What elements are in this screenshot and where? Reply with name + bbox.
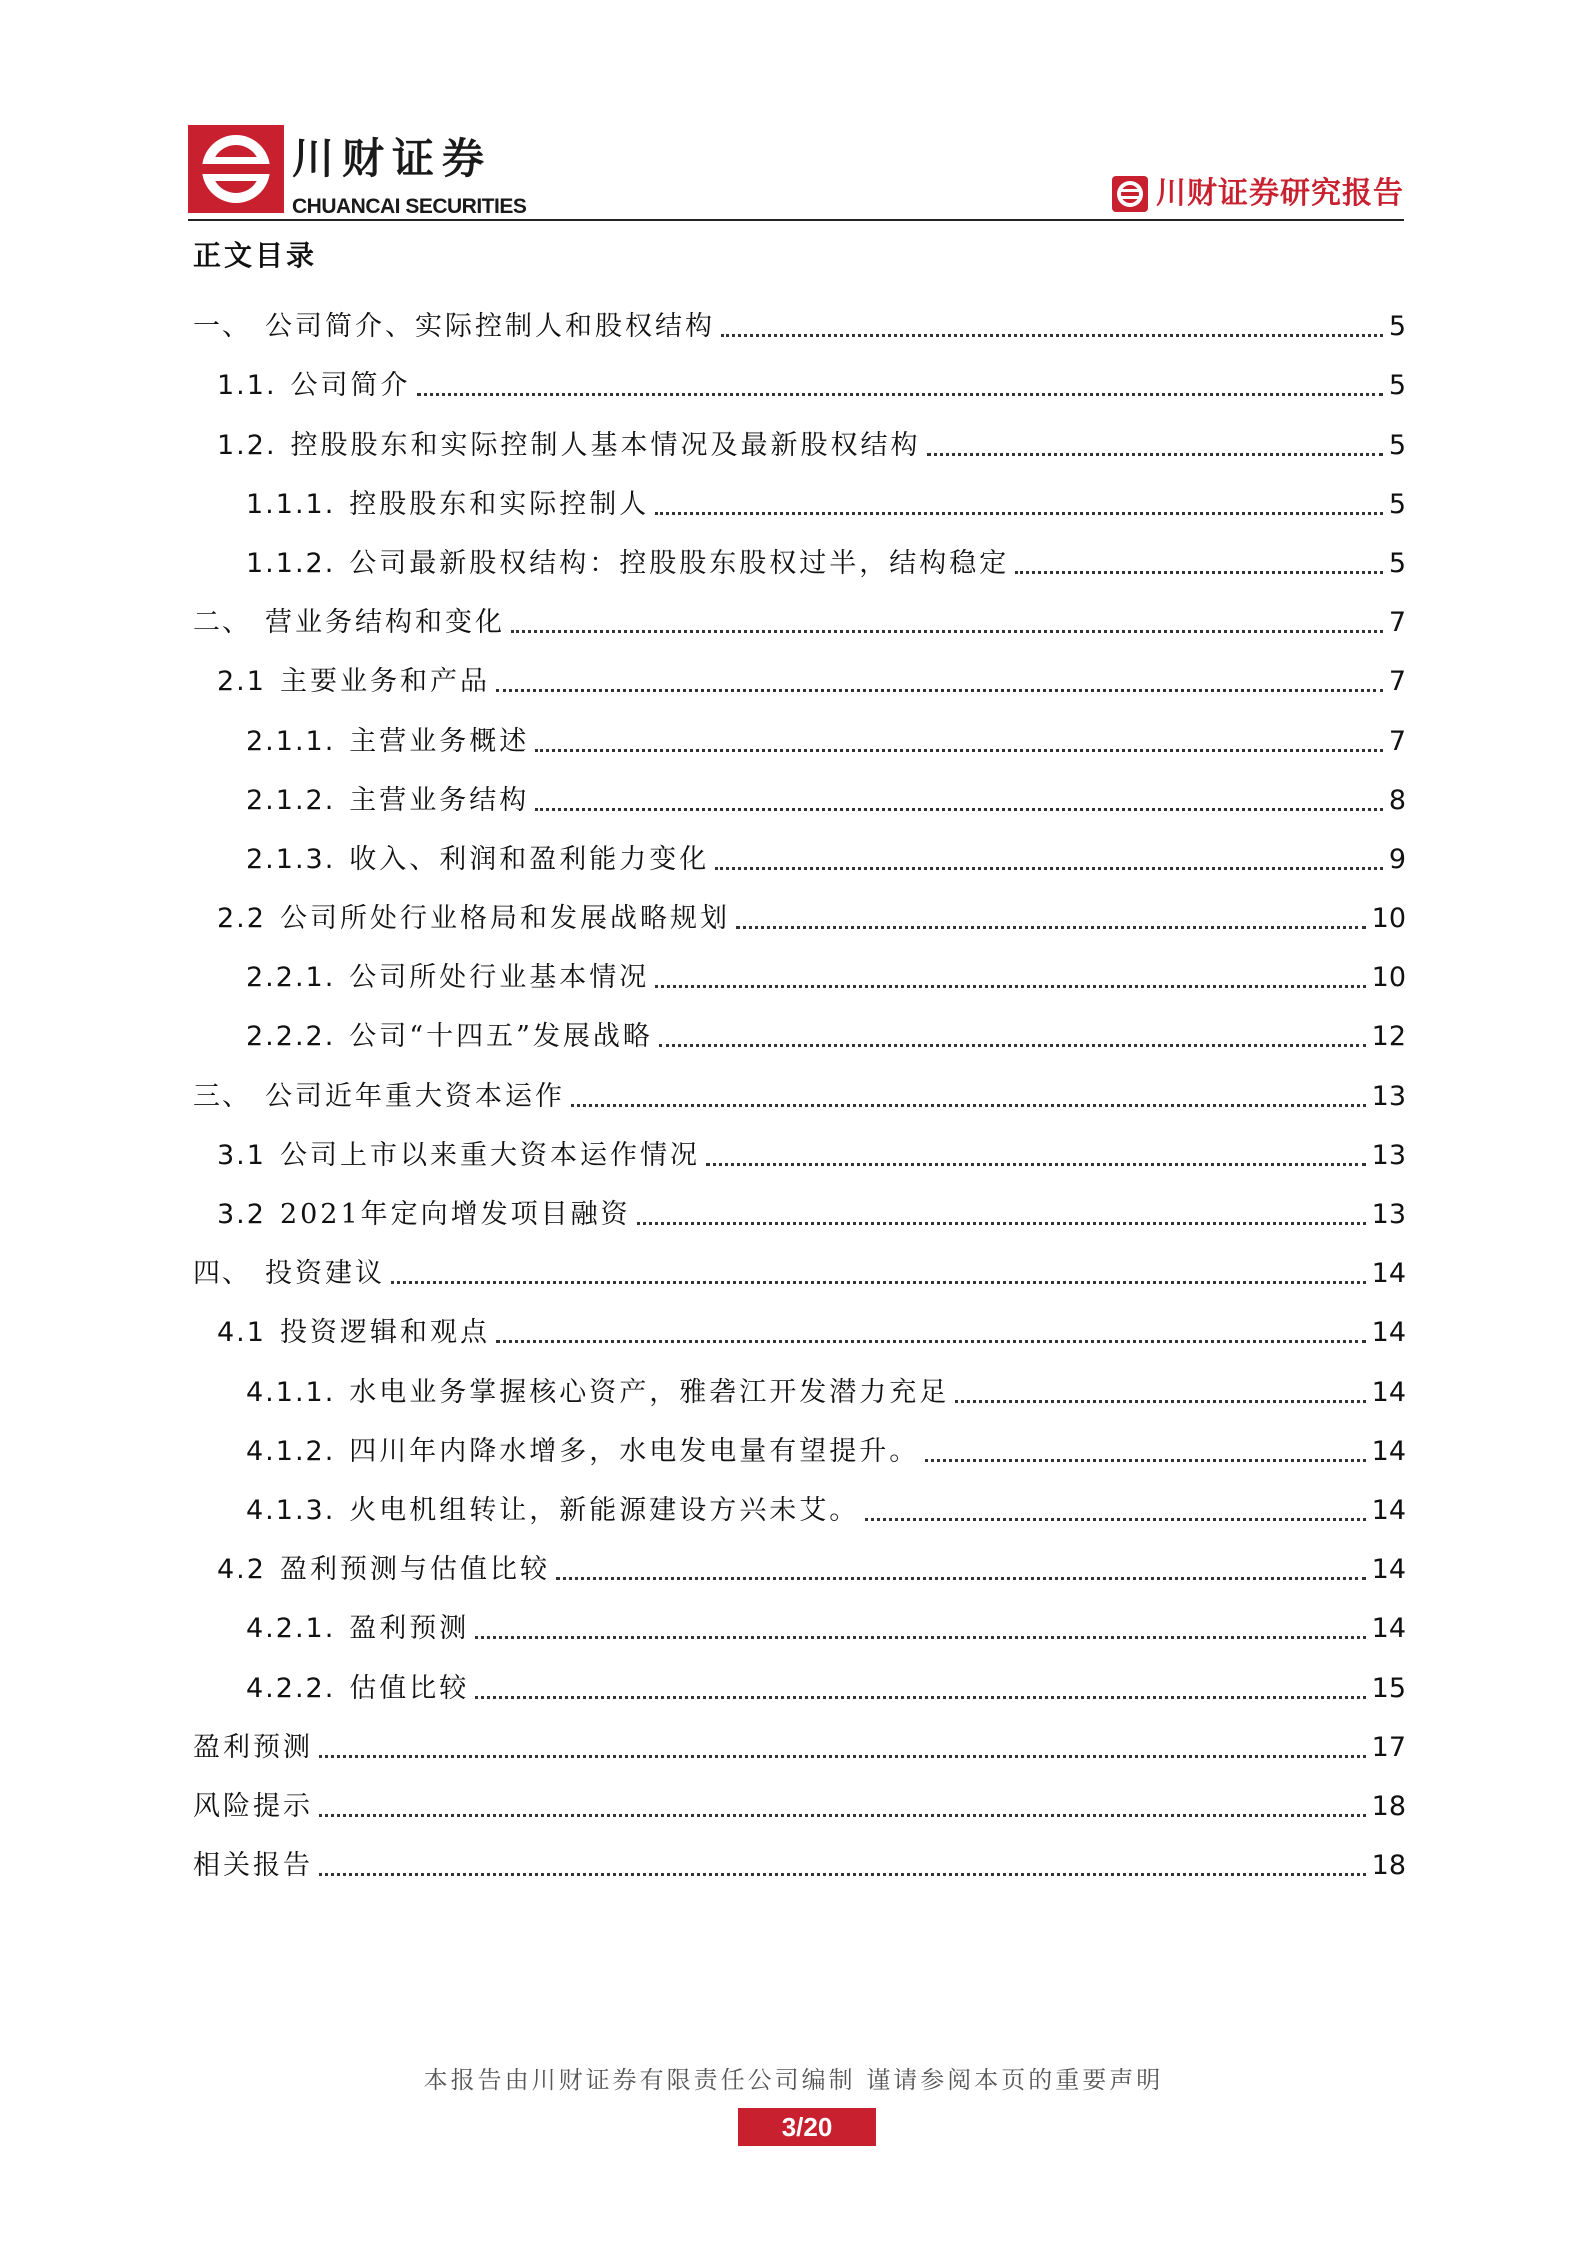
toc-entry-text: 公司所处行业基本情况: [349, 962, 650, 994]
toc-entry-page: 13: [1371, 1139, 1406, 1171]
toc-leader-dots: [571, 1104, 1366, 1107]
toc-entry-page: 13: [1371, 1199, 1406, 1230]
toc-entry[interactable]: [193, 527, 1406, 586]
toc-entry-page: 14: [1371, 1435, 1406, 1467]
toc-entry-page: 7: [1388, 607, 1406, 639]
toc-entry[interactable]: [193, 1119, 1406, 1178]
toc-entry-text: 估值比较: [349, 1672, 470, 1704]
toc-entry-text: 控股股东和实际控制人: [349, 488, 650, 520]
toc-entry[interactable]: [193, 645, 1406, 704]
toc-leader-dots: [319, 1755, 1366, 1758]
toc-entry-label: [246, 1671, 469, 1711]
toc-leader-dots: [556, 1577, 1366, 1580]
toc-entry-text: 公司近年重大资本运作: [265, 1080, 565, 1112]
toc-entry-number: 4.2.1.: [246, 1613, 336, 1645]
toc-entry-page: 14: [1371, 1317, 1406, 1349]
toc-entry[interactable]: [193, 704, 1406, 763]
toc-entry-text: 2021年定向增发项目融资: [279, 1199, 631, 1230]
toc-entry-number: 2.2.2.: [246, 1021, 336, 1053]
toc-entry-number: 4.1.3.: [246, 1494, 336, 1526]
toc-entry-number: 三、: [193, 1080, 251, 1112]
toc-entry-label: [193, 605, 505, 645]
toc-entry-label: [193, 1730, 313, 1770]
toc-leader-dots: [535, 808, 1383, 811]
toc-entry-number: 二、: [193, 607, 251, 639]
toc-entry[interactable]: [193, 764, 1406, 823]
toc-entry[interactable]: [193, 941, 1406, 1000]
toc-entry-page: 18: [1371, 1850, 1406, 1882]
toc-leader-dots: [417, 393, 1383, 396]
toc-entry[interactable]: [193, 408, 1406, 467]
toc-leader-dots: [319, 1873, 1366, 1876]
toc-title: 正文目录: [193, 239, 318, 272]
toc-entry-page: 10: [1371, 903, 1406, 935]
toc-entry-label: [246, 783, 529, 823]
toc-entry-text: 公司简介、实际控制人和股权结构: [265, 311, 715, 343]
toc-leader-dots: [706, 1163, 1366, 1166]
toc-entry-number: 4.2: [217, 1554, 266, 1586]
toc-entry-label: [246, 1019, 653, 1059]
brand-english-name: CHUANCAI SECURITIES: [292, 195, 527, 218]
toc-entry-page: 14: [1371, 1258, 1406, 1290]
toc-entry-text: 相关报告: [193, 1850, 313, 1882]
toc-entry-label: [193, 309, 715, 349]
toc-entry-text: 公司所处行业格局和发展战略规划: [279, 903, 730, 935]
toc-entry-page: 5: [1388, 370, 1406, 402]
toc-entry-label: [217, 1552, 550, 1592]
toc-entry-number: 2.1.3.: [246, 843, 336, 875]
toc-entry[interactable]: [193, 290, 1406, 349]
toc-entry-label: [217, 1315, 490, 1355]
toc-entry-page: 12: [1371, 1021, 1406, 1053]
toc-entry-text: 风险提示: [193, 1790, 313, 1822]
toc-entry-label: [193, 1789, 313, 1829]
toc-entry-number: 3.2: [217, 1199, 266, 1230]
toc-leader-dots: [496, 1340, 1366, 1343]
toc-leader-dots: [865, 1518, 1365, 1521]
toc-entry-page: 5: [1388, 488, 1406, 520]
toc-entry-label: [246, 1611, 469, 1651]
toc-entry-page: 7: [1388, 666, 1406, 698]
toc-entry-text: 主要业务和产品: [279, 666, 490, 698]
toc-leader-dots: [655, 512, 1383, 515]
toc-leader-dots: [659, 1044, 1366, 1047]
toc-entry-label: [217, 1138, 700, 1178]
report-tag: 川财证券研究报告: [1156, 176, 1404, 211]
toc-entry-page: 5: [1388, 311, 1406, 343]
toc-entry-label: [246, 842, 709, 882]
toc-entry[interactable]: [193, 1711, 1406, 1770]
toc-leader-dots: [721, 334, 1383, 337]
toc-leader-dots: [637, 1222, 1366, 1225]
toc-entry-page: 8: [1388, 784, 1406, 816]
toc-leader-dots: [319, 1814, 1366, 1817]
toc-leader-dots: [927, 453, 1383, 456]
toc-entry-label: [217, 428, 921, 468]
toc-entry-number: 1.1.2.: [246, 547, 336, 579]
toc-entry-number: 1.2.: [217, 429, 277, 461]
toc-leader-dots: [511, 630, 1383, 633]
chuancai-mini-logo-icon: [1112, 176, 1148, 212]
brand-name: 川财证券: [292, 134, 493, 183]
toc-entry-page: 9: [1388, 843, 1406, 875]
toc-entry[interactable]: [193, 823, 1406, 882]
toc-entry-number: 一、: [193, 311, 251, 343]
toc-leader-dots: [736, 926, 1366, 929]
toc-entry-text: 公司“十四五”发展战略: [349, 1021, 653, 1053]
toc-entry[interactable]: [193, 1000, 1406, 1059]
toc-entry-label: [193, 1256, 385, 1296]
toc-entry-page: 14: [1371, 1613, 1406, 1645]
toc-entry-number: 4.2.2.: [246, 1672, 336, 1704]
toc-entry[interactable]: [193, 1178, 1406, 1237]
toc-entry-text: 盈利预测: [349, 1613, 470, 1645]
toc-entry-page: 7: [1388, 725, 1406, 757]
toc-entry-text: 火电机组转让，新能源建设方兴未艾。: [349, 1494, 860, 1526]
toc-entry-text: 主营业务结构: [349, 784, 530, 816]
toc-entry-text: 四川年内降水增多，水电发电量有望提升。: [349, 1435, 920, 1467]
toc-entry[interactable]: [193, 349, 1406, 408]
toc-entry-text: 公司上市以来重大资本运作情况: [279, 1139, 700, 1171]
toc-entry-label: [246, 546, 1009, 586]
toc-entry[interactable]: [193, 882, 1406, 941]
toc-leader-dots: [655, 985, 1365, 988]
report-tag-group: [1112, 176, 1404, 212]
toc-entry-page: 13: [1371, 1080, 1406, 1112]
toc-entry-page: 5: [1388, 547, 1406, 579]
toc-entry-text: 投资建议: [265, 1258, 385, 1290]
toc-entry-label: [217, 1197, 631, 1237]
table-of-contents: [193, 290, 1406, 1888]
toc-leader-dots: [925, 1459, 1365, 1462]
toc-entry-page: 15: [1371, 1672, 1406, 1704]
toc-entry-text: 盈利预测与估值比较: [279, 1554, 550, 1586]
toc-leader-dots: [391, 1281, 1366, 1284]
page-number: 3/20: [738, 2108, 876, 2146]
toc-entry-page: 14: [1371, 1494, 1406, 1526]
toc-entry-label: [193, 1079, 565, 1119]
toc-entry-label: [246, 960, 649, 1000]
toc-entry-number: 4.1: [217, 1317, 266, 1349]
toc-entry[interactable]: [193, 1415, 1406, 1474]
toc-entry-label: [246, 1434, 919, 1474]
toc-entry[interactable]: [193, 468, 1406, 527]
toc-entry-label: [217, 901, 730, 941]
toc-entry-number: 4.1.1.: [246, 1376, 336, 1408]
toc-entry-label: [193, 1848, 313, 1888]
toc-entry-page: 10: [1371, 962, 1406, 994]
toc-entry-text: 投资逻辑和观点: [279, 1317, 490, 1349]
toc-leader-dots: [715, 867, 1383, 870]
toc-leader-dots: [475, 1636, 1365, 1639]
toc-entry-label: [246, 1493, 859, 1533]
toc-entry[interactable]: [193, 1533, 1406, 1592]
toc-entry-page: 18: [1371, 1790, 1406, 1822]
toc-entry-text: 主营业务概述: [349, 725, 530, 757]
toc-leader-dots: [535, 749, 1383, 752]
toc-entry[interactable]: [193, 1651, 1406, 1710]
toc-entry-label: [246, 724, 529, 764]
toc-entry-number: 4.1.2.: [246, 1435, 336, 1467]
toc-entry-number: 1.1.1.: [246, 488, 336, 520]
toc-entry-number: 2.2: [217, 903, 266, 935]
toc-entry-page: 5: [1388, 429, 1406, 461]
toc-entry[interactable]: [193, 1770, 1406, 1829]
header-divider: [188, 219, 1404, 221]
toc-entry-text: 公司简介: [290, 370, 411, 402]
toc-entry-page: 14: [1371, 1376, 1406, 1408]
toc-leader-dots: [955, 1400, 1365, 1403]
toc-entry[interactable]: [193, 1355, 1406, 1414]
toc-entry-text: 盈利预测: [193, 1731, 313, 1763]
toc-leader-dots: [496, 689, 1383, 692]
toc-entry-number: 2.1.2.: [246, 784, 336, 816]
toc-entry[interactable]: [193, 1474, 1406, 1533]
toc-entry-label: [246, 487, 649, 527]
chuancai-logo-icon: [188, 125, 284, 213]
toc-entry[interactable]: [193, 1059, 1406, 1118]
toc-entry[interactable]: [193, 1237, 1406, 1296]
toc-entry[interactable]: [193, 1592, 1406, 1651]
toc-entry-label: [217, 664, 490, 704]
toc-leader-dots: [1015, 571, 1383, 574]
toc-entry-text: 水电业务掌握核心资产，雅砻江开发潜力充足: [349, 1376, 950, 1408]
footer-disclaimer: 本报告由川财证券有限责任公司编制 谨请参阅本页的重要声明: [423, 2066, 1164, 2094]
toc-entry-text: 公司最新股权结构：控股股东股权过半，结构稳定: [349, 547, 1010, 579]
toc-entry-page: 14: [1371, 1554, 1406, 1586]
toc-entry-number: 2.1: [217, 666, 266, 698]
toc-entry-text: 营业务结构和变化: [265, 607, 505, 639]
toc-entry-number: 3.1: [217, 1139, 266, 1171]
toc-entry-text: 控股股东和实际控制人基本情况及最新股权结构: [290, 429, 921, 461]
toc-leader-dots: [475, 1696, 1365, 1699]
toc-entry-page: 17: [1371, 1731, 1406, 1763]
toc-entry-number: 2.2.1.: [246, 962, 336, 994]
toc-entry[interactable]: [193, 1829, 1406, 1888]
toc-entry-number: 四、: [193, 1258, 251, 1290]
toc-entry-label: [246, 1375, 949, 1415]
toc-entry-text: 收入、利润和盈利能力变化: [349, 843, 710, 875]
toc-entry-label: [217, 368, 411, 408]
toc-entry[interactable]: [193, 586, 1406, 645]
toc-entry-number: 2.1.1.: [246, 725, 336, 757]
toc-entry-number: 1.1.: [217, 370, 277, 402]
toc-entry[interactable]: [193, 1296, 1406, 1355]
